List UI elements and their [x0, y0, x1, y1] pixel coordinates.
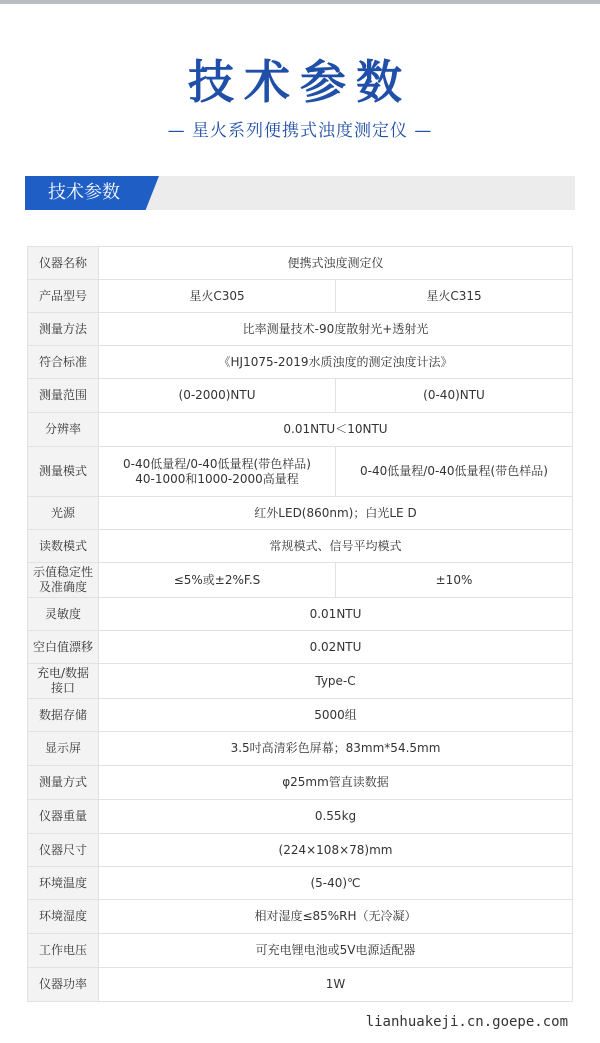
spec-value-c305: (0-2000)NTU	[99, 379, 336, 413]
spec-row	[28, 800, 573, 834]
spec-row	[28, 968, 573, 1002]
spec-label: 读数模式	[28, 530, 99, 563]
spec-label: 充电/数据 接口	[28, 664, 99, 699]
spec-label: 产品型号	[28, 280, 99, 313]
spec-value: (224×108×78)mm	[99, 834, 573, 867]
spec-row	[28, 598, 573, 631]
spec-value: 常规模式、信号平均模式	[99, 530, 573, 563]
spec-row	[28, 934, 573, 968]
spec-value: 比率测量技术-90度散射光+透射光	[99, 313, 573, 346]
spec-value: Type-C	[99, 664, 573, 699]
spec-label: 测量方式	[28, 766, 99, 800]
spec-label: 仪器功率	[28, 968, 99, 1002]
spec-value-c315: 星火C315	[336, 280, 573, 313]
spec-value-c315: 0-40低量程/0-40低量程(带色样品)	[336, 447, 573, 497]
spec-value: 0.02NTU	[99, 631, 573, 664]
spec-label: 符合标准	[28, 346, 99, 379]
spec-row	[28, 413, 573, 447]
spec-value: 5000组	[99, 699, 573, 732]
spec-row	[28, 346, 573, 379]
spec-label: 分辨率	[28, 413, 99, 447]
page-title: 技术参数	[188, 55, 412, 109]
spec-row	[28, 497, 573, 530]
spec-value: 可充电锂电池或5V电源适配器	[99, 934, 573, 968]
spec-value-c315: (0-40)NTU	[336, 379, 573, 413]
spec-label: 仪器重量	[28, 800, 99, 834]
spec-value: 红外LED(860nm)；白光LE D	[99, 497, 573, 530]
spec-label: 数据存储	[28, 699, 99, 732]
spec-row	[28, 631, 573, 664]
spec-label: 仪器名称	[28, 247, 99, 280]
spec-row	[28, 247, 573, 280]
spec-value: 便携式浊度测定仪	[99, 247, 573, 280]
spec-row	[28, 530, 573, 563]
spec-label: 仪器尺寸	[28, 834, 99, 867]
spec-row	[28, 563, 573, 598]
spec-row	[28, 280, 573, 313]
spec-value-c305: 星火C305	[99, 280, 336, 313]
spec-row	[28, 732, 573, 766]
spec-value: 1W	[99, 968, 573, 1002]
spec-label: 测量模式	[28, 447, 99, 497]
spec-label: 灵敏度	[28, 598, 99, 631]
spec-value: 0.01NTU＜10NTU	[99, 413, 573, 447]
spec-row	[28, 447, 573, 497]
spec-label: 环境温度	[28, 867, 99, 900]
spec-label: 显示屏	[28, 732, 99, 766]
top-divider	[0, 0, 600, 4]
spec-row	[28, 766, 573, 800]
spec-value: 3.5吋高清彩色屏幕；83mm*54.5mm	[99, 732, 573, 766]
spec-value: 0.55kg	[99, 800, 573, 834]
spec-table	[27, 246, 573, 1002]
spec-label: 空白值漂移	[28, 631, 99, 664]
section-header-label: 技术参数	[48, 182, 120, 203]
spec-row	[28, 313, 573, 346]
spec-label: 测量范围	[28, 379, 99, 413]
watermark-url: lianhuakeji.cn.goepe.com	[365, 1014, 568, 1030]
spec-label: 环境湿度	[28, 900, 99, 934]
spec-value: 0.01NTU	[99, 598, 573, 631]
spec-value: 《HJ1075-2019水质浊度的测定浊度计法》	[99, 346, 573, 379]
spec-value: φ25mm管直读数据	[99, 766, 573, 800]
spec-value-c315: ±10%	[336, 563, 573, 598]
spec-value: 相对湿度≤85%RH（无冷凝）	[99, 900, 573, 934]
spec-row	[28, 379, 573, 413]
spec-row	[28, 900, 573, 934]
spec-value-c305: ≤5%或±2%F.S	[99, 563, 336, 598]
spec-row	[28, 664, 573, 699]
spec-label: 工作电压	[28, 934, 99, 968]
spec-label: 光源	[28, 497, 99, 530]
spec-value-c305: 0-40低量程/0-40低量程(带色样品) 40-1000和1000-2000高量程	[99, 447, 336, 497]
spec-value: (5-40)℃	[99, 867, 573, 900]
spec-row	[28, 834, 573, 867]
spec-row	[28, 867, 573, 900]
spec-row	[28, 699, 573, 732]
spec-label: 测量方法	[28, 313, 99, 346]
page-subtitle: — 星火系列便携式浊度测定仪 —	[167, 121, 433, 141]
spec-label: 示值稳定性 及准确度	[28, 563, 99, 598]
